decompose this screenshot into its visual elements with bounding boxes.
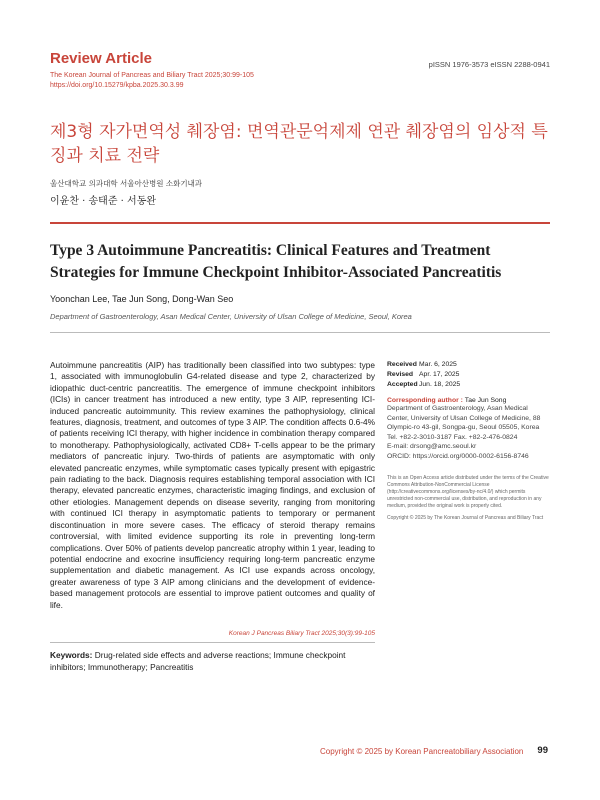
divider	[50, 222, 550, 224]
korean-authors: 이윤찬 · 송태준 · 서동완	[50, 196, 157, 207]
citation: Korean J Pancreas Biliary Tract 2025;30(3):99-105	[228, 630, 375, 637]
accepted-label: Accepted	[387, 381, 418, 388]
received-date: Mar. 6, 2025	[419, 361, 457, 368]
abstract: Autoimmune pancreatitis (AIP) has traditionally been classified into two subtypes: type 1, associated with immunoglobulin G4-related disease and type 2, characterized by idiopathic duct-centric pancreatitis. The emergence of immune checkpoint inhibitors (ICIs) in cancer treatment has introduced a new entity, type 3 AIP, representing ICI-induced pancreatic autoimmunity. This review examines the pathophysiology, clinical features, diagnosis, treatment, and outcomes of type 3 AIP. The condition affects 0.6-4% of patients receiving ICI therapy, with higher incidence in combination therapy compared to monotherapy. Pathophysiologically, activated CD8+ T-cells appear to be the primary mediators of pancreatic injury. Two-thirds of patients are asymptomatic with only elevated pancreatic enzymes, while symptomatic cases typically present with epigastric pain radiating to the back. Diagnosis requires establishing temporal association with ICI therapy, elevated pancreatic enzymes, characteristic imaging findings, and exclusion of other etiologies. Management depends on disease severity, ranging from monitoring with continued ICI therapy in asymptomatic patients to temporary or permanent discontinuation in more severe cases. The efficacy of steroid therapy remains controversial, with limited evidence supporting its role in preventing long-term complications. Over 50% of patients develop pancreatic atrophy within 1 year, leading to potential endocrine and exocrine insufficiency requiring long-term pancreatic enzyme supplementation and diabetic management. As ICI use expands across oncology, greater awareness of type 3 AIP among clinicians and the development of evidence-based management protocols are essential to improve patient outcomes and quality of life.	[50, 360, 375, 610]
license-text: This is an Open Access article distributed under the terms of the Creative Commons Attribution-NonCommercial License (http://creativecommons.org/licenses/by-nc/4.0/) which permits unrestricted non-commercial use, distribution, and reproduction in any medium, provided the original work is properly cited.	[387, 475, 549, 509]
korean-affiliation: 울산대학교 의과대학 서울아산병원 소화기내과	[50, 179, 203, 188]
corresponding-author-label: Corresponding author :	[387, 397, 465, 404]
issn: pISSN 1976-3573 eISSN 2288-0941	[428, 60, 550, 69]
revised-date: Apr. 17, 2025	[419, 371, 460, 378]
keywords-label: Keywords:	[50, 650, 93, 660]
corresponding-author-address: Department of Gastroenterology, Asan Medical Center, University of Ulsan College of Medicine, 88 Olympic-ro 43-gil, Songpa-gu, Seoul 05505, Korea	[387, 405, 541, 431]
journal-copyright: Copyright © 2025 by The Korean Journal of Pancreas and Biliary Tract	[387, 515, 544, 521]
page-number: 99	[537, 745, 548, 756]
divider	[50, 642, 375, 643]
keywords	[50, 650, 375, 673]
doi-link[interactable]: https://doi.org/10.15279/kpba.2025.30.3.99	[50, 82, 184, 89]
corresponding-author	[387, 397, 550, 404]
corresponding-author-orcid[interactable]: ORCID: https://orcid.org/0000-0002-6156-8746	[387, 452, 529, 460]
corresponding-author-email[interactable]: E-mail: drsong@amc.seoul.kr	[387, 443, 477, 450]
received-label: Received	[387, 361, 417, 368]
divider	[50, 332, 550, 333]
english-authors: Yoonchan Lee, Tae Jun Song, Dong-Wan Seo	[50, 294, 234, 304]
english-affiliation: Department of Gastroenterology, Asan Medical Center, University of Ulsan College of Medicine, Seoul, Korea	[50, 312, 412, 321]
revised-label: Revised	[387, 371, 414, 378]
corresponding-author-phone: Tel. +82-2-3010-3187 Fax. +82-2-476-0824	[387, 433, 518, 441]
journal-citation: The Korean Journal of Pancreas and Biliary Tract 2025;30:99-105	[50, 72, 254, 79]
korean-title: 제3형 자가면역성 췌장염: 면역관문억제제 연관 췌장염의 임상적 특징과 치료 전략	[50, 122, 548, 166]
keywords-text: Drug-related side effects and adverse reactions; Immune checkpoint inhibitors; Immunotherapy; Pancreatitis	[50, 650, 346, 672]
article-info-sidebar	[387, 360, 550, 521]
article-type: Review Article	[50, 50, 152, 67]
english-title: Type 3 Autoimmune Pancreatitis: Clinical Features and Treatment Strategies for Immune Checkpoint Inhibitor-Associated Pancreatitis	[50, 242, 502, 281]
article-dates	[387, 360, 550, 390]
corresponding-author-name: Tae Jun Song	[464, 397, 507, 404]
footer-copyright: Copyright © 2025 by Korean Pancreatobiliary Association	[320, 747, 524, 756]
accepted-date: Jun. 18, 2025	[419, 381, 461, 388]
